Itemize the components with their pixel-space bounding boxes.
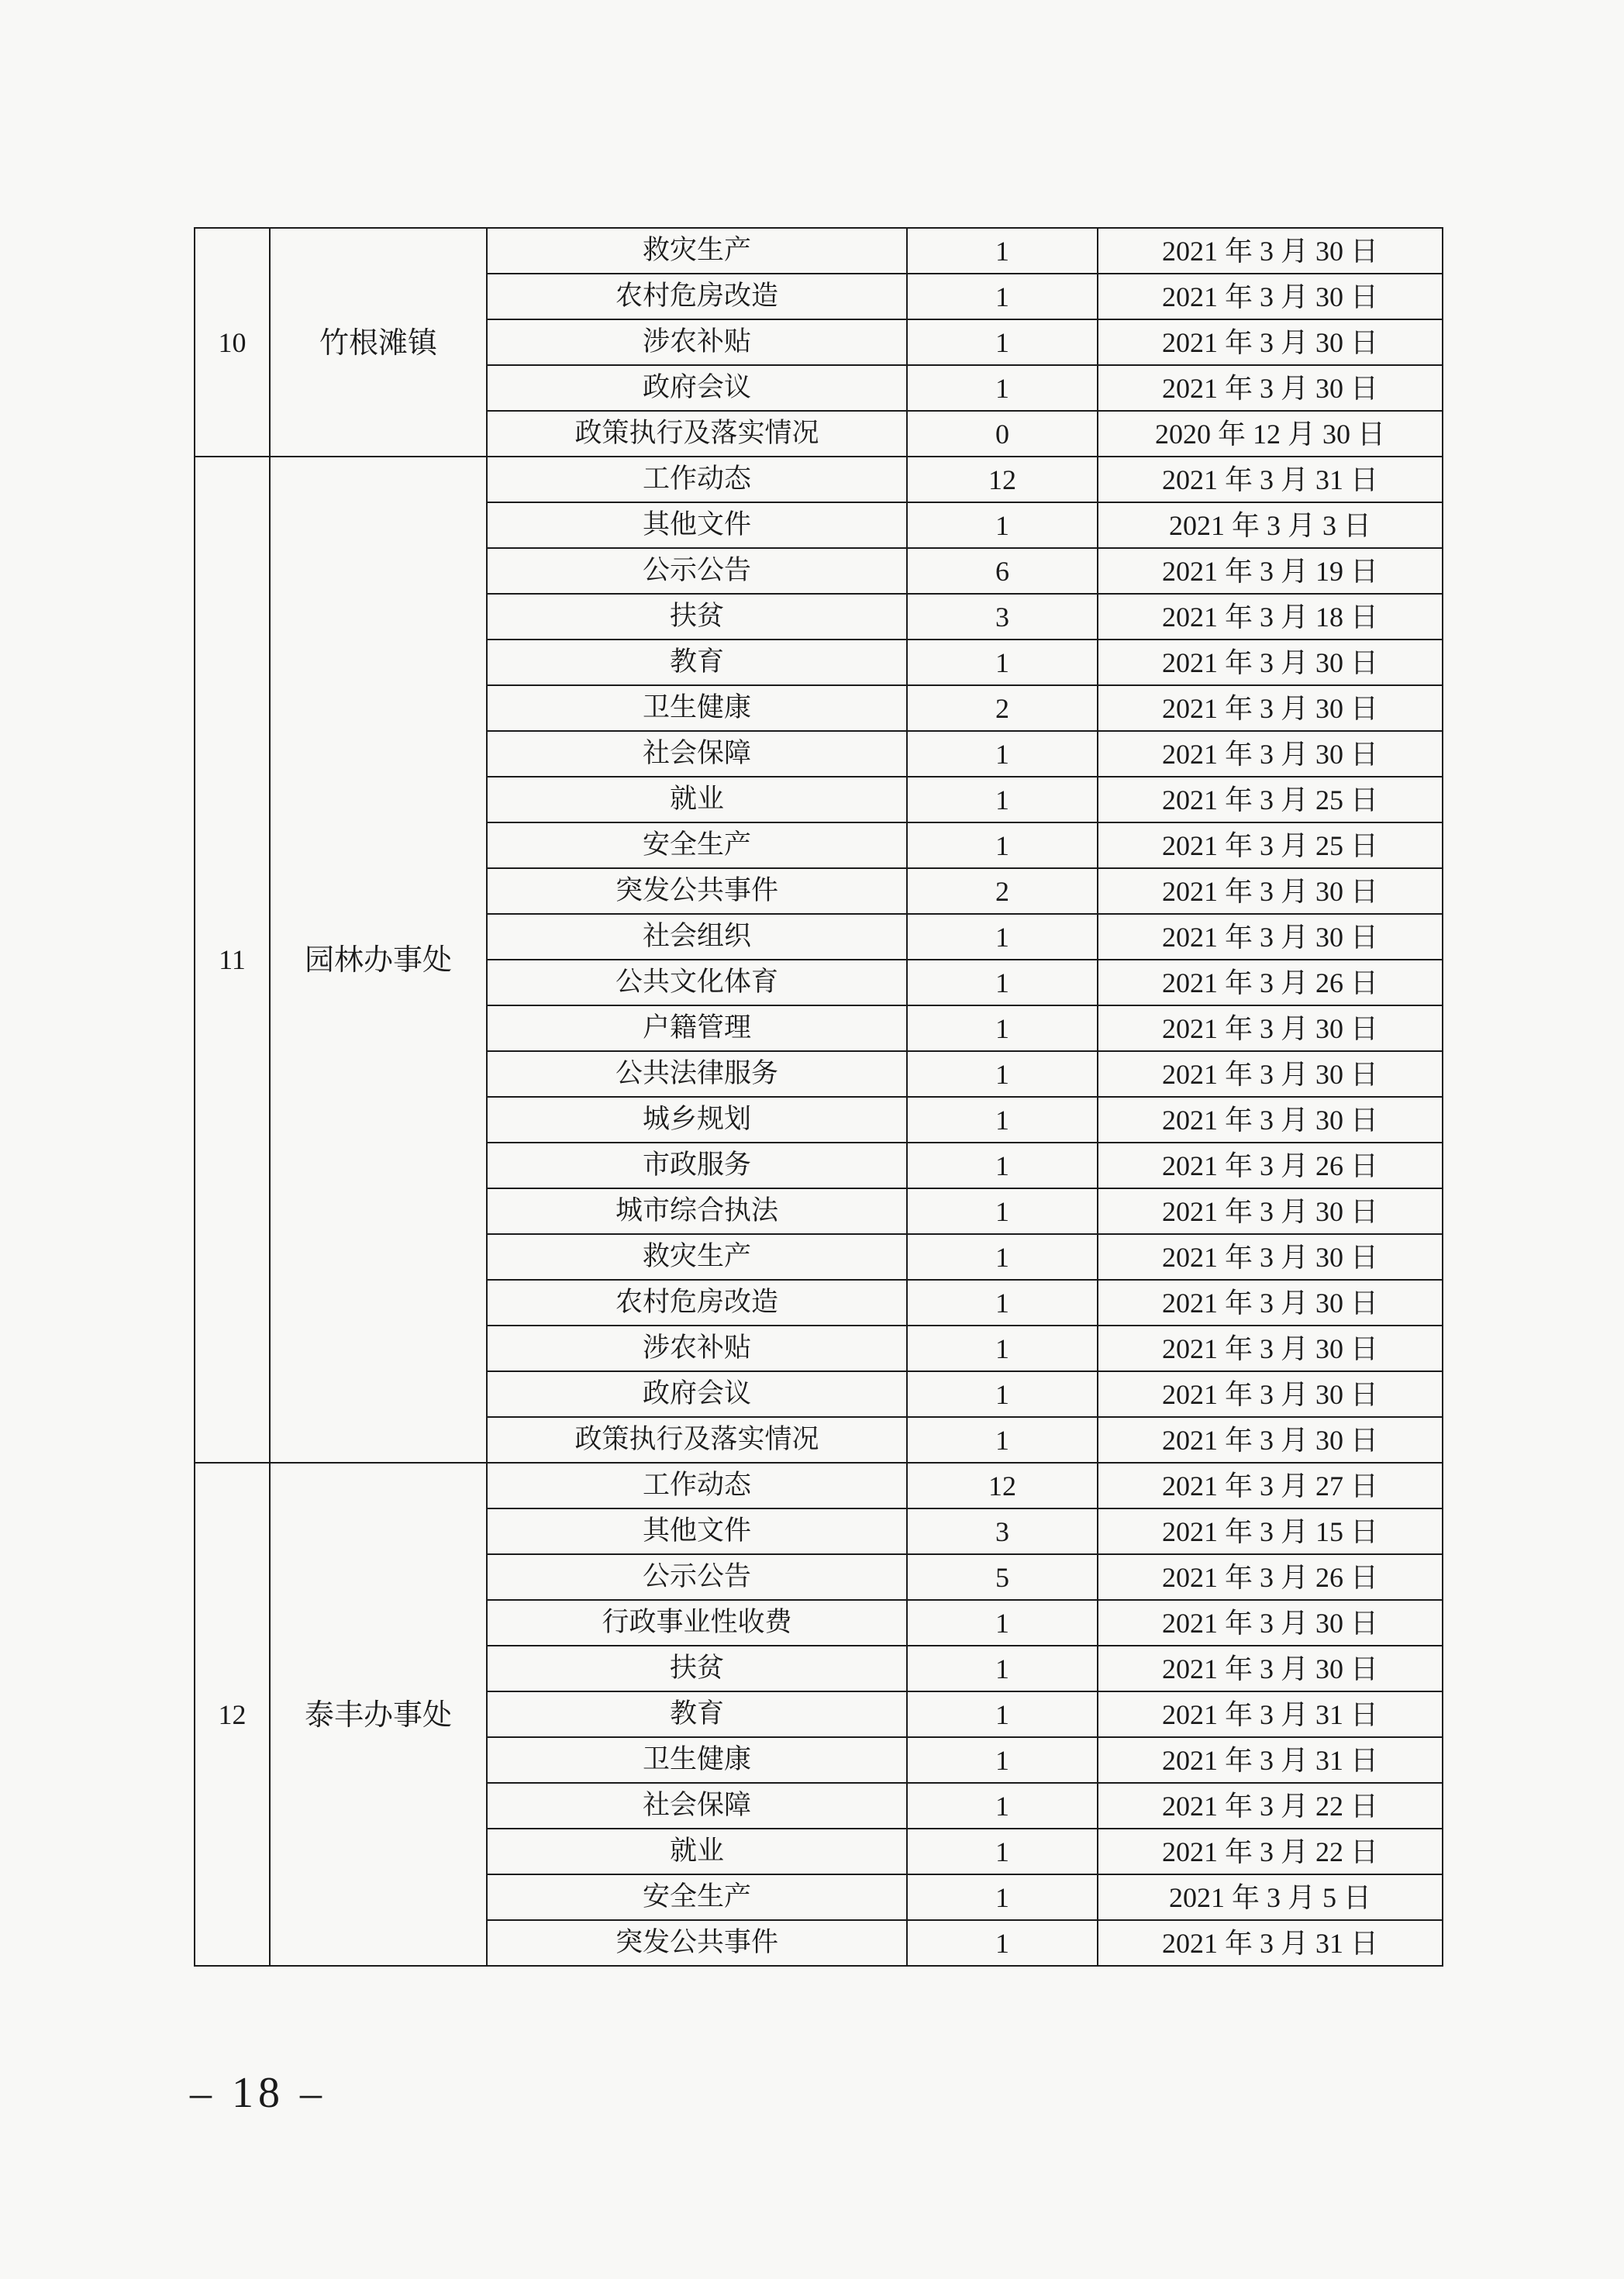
date-cell: 2021 年 3 月 19 日 [1098, 548, 1443, 594]
group-unit-cell: 泰丰办事处 [270, 1463, 487, 1966]
date-cell: 2021 年 3 月 30 日 [1098, 1188, 1443, 1234]
date-cell: 2021 年 3 月 15 日 [1098, 1508, 1443, 1554]
count-cell: 1 [907, 1783, 1098, 1829]
category-cell: 卫生健康 [487, 685, 907, 731]
count-cell: 1 [907, 777, 1098, 822]
category-cell: 其他文件 [487, 502, 907, 548]
date-cell: 2021 年 3 月 22 日 [1098, 1783, 1443, 1829]
date-cell: 2021 年 3 月 30 日 [1098, 319, 1443, 365]
date-cell: 2020 年 12 月 30 日 [1098, 411, 1443, 457]
date-cell: 2021 年 3 月 30 日 [1098, 914, 1443, 960]
category-cell: 政府会议 [487, 1371, 907, 1417]
count-cell: 1 [907, 1371, 1098, 1417]
count-cell: 2 [907, 868, 1098, 914]
category-cell: 户籍管理 [487, 1005, 907, 1051]
category-cell: 就业 [487, 1829, 907, 1874]
date-cell: 2021 年 3 月 30 日 [1098, 274, 1443, 319]
count-cell: 1 [907, 1737, 1098, 1783]
count-cell: 1 [907, 1646, 1098, 1691]
category-cell: 市政服务 [487, 1143, 907, 1188]
date-cell: 2021 年 3 月 31 日 [1098, 457, 1443, 502]
category-cell: 工作动态 [487, 457, 907, 502]
date-cell: 2021 年 3 月 30 日 [1098, 1600, 1443, 1646]
date-cell: 2021 年 3 月 27 日 [1098, 1463, 1443, 1508]
count-cell: 1 [907, 502, 1098, 548]
category-cell: 涉农补贴 [487, 319, 907, 365]
table-row [195, 228, 1443, 274]
category-cell: 教育 [487, 640, 907, 685]
count-cell: 1 [907, 1874, 1098, 1920]
category-cell: 公共法律服务 [487, 1051, 907, 1097]
disclosure-table [194, 227, 1443, 1967]
date-cell: 2021 年 3 月 30 日 [1098, 365, 1443, 411]
category-cell: 公共文化体育 [487, 960, 907, 1005]
count-cell: 1 [907, 228, 1098, 274]
date-cell: 2021 年 3 月 26 日 [1098, 1554, 1443, 1600]
count-cell: 3 [907, 594, 1098, 640]
date-cell: 2021 年 3 月 31 日 [1098, 1737, 1443, 1783]
category-cell: 安全生产 [487, 1874, 907, 1920]
category-cell: 社会保障 [487, 731, 907, 777]
date-cell: 2021 年 3 月 31 日 [1098, 1920, 1443, 1966]
count-cell: 1 [907, 1326, 1098, 1371]
category-cell: 卫生健康 [487, 1737, 907, 1783]
count-cell: 1 [907, 1280, 1098, 1326]
table-row [195, 1463, 1443, 1508]
category-cell: 社会保障 [487, 1783, 907, 1829]
count-cell: 1 [907, 914, 1098, 960]
table-row [195, 457, 1443, 502]
category-cell: 行政事业性收费 [487, 1600, 907, 1646]
category-cell: 公示公告 [487, 548, 907, 594]
date-cell: 2021 年 3 月 25 日 [1098, 777, 1443, 822]
category-cell: 政策执行及落实情况 [487, 1417, 907, 1463]
count-cell: 1 [907, 1097, 1098, 1143]
date-cell: 2021 年 3 月 26 日 [1098, 1143, 1443, 1188]
category-cell: 城乡规划 [487, 1097, 907, 1143]
date-cell: 2021 年 3 月 30 日 [1098, 228, 1443, 274]
category-cell: 其他文件 [487, 1508, 907, 1554]
count-cell: 1 [907, 274, 1098, 319]
date-cell: 2021 年 3 月 3 日 [1098, 502, 1443, 548]
category-cell: 农村危房改造 [487, 274, 907, 319]
category-cell: 政策执行及落实情况 [487, 411, 907, 457]
date-cell: 2021 年 3 月 30 日 [1098, 1646, 1443, 1691]
count-cell: 1 [907, 365, 1098, 411]
date-cell: 2021 年 3 月 31 日 [1098, 1691, 1443, 1737]
date-cell: 2021 年 3 月 26 日 [1098, 960, 1443, 1005]
group-unit-cell: 竹根滩镇 [270, 228, 487, 457]
date-cell: 2021 年 3 月 18 日 [1098, 594, 1443, 640]
category-cell: 突发公共事件 [487, 1920, 907, 1966]
count-cell: 1 [907, 319, 1098, 365]
category-cell: 扶贫 [487, 594, 907, 640]
date-cell: 2021 年 3 月 5 日 [1098, 1874, 1443, 1920]
table-body [195, 228, 1443, 1966]
count-cell: 1 [907, 1188, 1098, 1234]
category-cell: 救灾生产 [487, 1234, 907, 1280]
group-unit-cell: 园林办事处 [270, 457, 487, 1463]
count-cell: 1 [907, 1600, 1098, 1646]
date-cell: 2021 年 3 月 30 日 [1098, 1280, 1443, 1326]
category-cell: 涉农补贴 [487, 1326, 907, 1371]
count-cell: 6 [907, 548, 1098, 594]
date-cell: 2021 年 3 月 30 日 [1098, 1097, 1443, 1143]
category-cell: 教育 [487, 1691, 907, 1737]
date-cell: 2021 年 3 月 30 日 [1098, 731, 1443, 777]
date-cell: 2021 年 3 月 30 日 [1098, 685, 1443, 731]
date-cell: 2021 年 3 月 30 日 [1098, 1417, 1443, 1463]
date-cell: 2021 年 3 月 30 日 [1098, 1005, 1443, 1051]
category-cell: 工作动态 [487, 1463, 907, 1508]
category-cell: 政府会议 [487, 365, 907, 411]
count-cell: 2 [907, 685, 1098, 731]
count-cell: 0 [907, 411, 1098, 457]
category-cell: 突发公共事件 [487, 868, 907, 914]
count-cell: 1 [907, 822, 1098, 868]
count-cell: 12 [907, 1463, 1098, 1508]
category-cell: 安全生产 [487, 822, 907, 868]
count-cell: 3 [907, 1508, 1098, 1554]
date-cell: 2021 年 3 月 30 日 [1098, 1234, 1443, 1280]
category-cell: 扶贫 [487, 1646, 907, 1691]
category-cell: 农村危房改造 [487, 1280, 907, 1326]
category-cell: 城市综合执法 [487, 1188, 907, 1234]
page-number: – 18 – [190, 2069, 326, 2117]
count-cell: 12 [907, 457, 1098, 502]
count-cell: 1 [907, 1005, 1098, 1051]
group-index-cell: 12 [195, 1463, 270, 1966]
count-cell: 1 [907, 1417, 1098, 1463]
date-cell: 2021 年 3 月 30 日 [1098, 640, 1443, 685]
date-cell: 2021 年 3 月 22 日 [1098, 1829, 1443, 1874]
category-cell: 救灾生产 [487, 228, 907, 274]
count-cell: 1 [907, 1920, 1098, 1966]
category-cell: 就业 [487, 777, 907, 822]
count-cell: 1 [907, 1051, 1098, 1097]
count-cell: 1 [907, 1829, 1098, 1874]
date-cell: 2021 年 3 月 30 日 [1098, 1051, 1443, 1097]
category-cell: 公示公告 [487, 1554, 907, 1600]
group-index-cell: 10 [195, 228, 270, 457]
count-cell: 1 [907, 960, 1098, 1005]
count-cell: 1 [907, 1691, 1098, 1737]
date-cell: 2021 年 3 月 30 日 [1098, 868, 1443, 914]
date-cell: 2021 年 3 月 30 日 [1098, 1371, 1443, 1417]
count-cell: 1 [907, 640, 1098, 685]
group-index-cell: 11 [195, 457, 270, 1463]
date-cell: 2021 年 3 月 25 日 [1098, 822, 1443, 868]
count-cell: 1 [907, 1143, 1098, 1188]
count-cell: 1 [907, 731, 1098, 777]
category-cell: 社会组织 [487, 914, 907, 960]
count-cell: 1 [907, 1234, 1098, 1280]
date-cell: 2021 年 3 月 30 日 [1098, 1326, 1443, 1371]
count-cell: 5 [907, 1554, 1098, 1600]
